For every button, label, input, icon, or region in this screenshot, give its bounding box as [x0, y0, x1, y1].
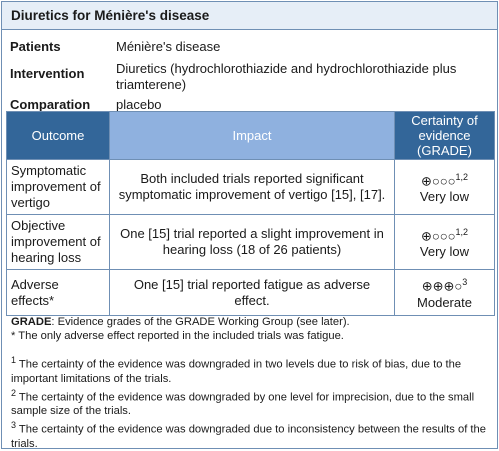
footnote-3 — [11, 418, 491, 451]
impact-cell: Both included trials reported significant symptomatic improvement of vertigo [15], [17]. — [110, 160, 395, 215]
outcomes-table-wrap — [6, 111, 495, 316]
outcome-cell: Adverse effects* — [7, 270, 110, 316]
table-row — [7, 160, 495, 215]
impact-cell: One [15] trial reported fatigue as adverse effect. — [110, 270, 395, 316]
grade-definition — [11, 315, 491, 329]
certainty-header — [395, 112, 495, 160]
certainty-cell — [395, 160, 495, 215]
table-row — [7, 215, 495, 270]
certainty-label: Very low — [419, 244, 470, 260]
footnote-3-text: The certainty of the evidence was downgraded due to inconsistency between the results of the trials. — [11, 424, 486, 451]
certainty-cell — [395, 215, 495, 270]
pico-summary — [2, 30, 497, 117]
certainty-header-line3: (GRADE) — [417, 143, 472, 158]
intervention-value: Diuretics (hydrochlorothiazide and hydrochlorothiazide plus triamterene) — [116, 61, 457, 92]
table-row — [7, 270, 495, 316]
certainty-header-line2: evidence — [418, 128, 471, 143]
comparison-label: Comparation — [10, 97, 91, 112]
comparison-value: placebo — [116, 97, 162, 112]
footnote-1 — [11, 353, 491, 386]
certainty-label: Moderate — [417, 294, 472, 310]
outcomes-table — [6, 111, 495, 316]
impact-header: Impact — [110, 112, 395, 160]
outcome-cell: Symptomatic improvement of vertigo — [7, 160, 110, 215]
intervention-label: Intervention — [10, 66, 85, 81]
box-title: Diuretics for Ménière's disease — [2, 2, 497, 30]
certainty-footnote-ref: 3 — [462, 277, 468, 288]
evidence-summary-box — [1, 1, 498, 449]
certainty-footnote-ref: 1,2 — [455, 226, 468, 237]
certainty-label: Very low — [419, 189, 470, 205]
patients-label: Patients — [10, 39, 61, 54]
grade-label: GRADE — [11, 316, 52, 328]
certainty-header-line1: Certainty of — [411, 113, 478, 128]
footnote-2 — [11, 386, 491, 419]
table-header-row — [7, 112, 495, 160]
footnotes — [11, 315, 491, 451]
grade-symbols-icon: ⊕⊕⊕○ — [421, 278, 463, 294]
patients-row — [10, 39, 489, 61]
outcome-cell: Objective improvement of hearing loss — [7, 215, 110, 270]
outcome-header: Outcome — [7, 112, 110, 160]
patients-value: Ménière's disease — [116, 39, 221, 54]
grade-symbols-icon: ⊕○○○ — [421, 228, 456, 244]
grade-symbols-icon: ⊕○○○ — [421, 173, 456, 189]
certainty-footnote-ref: 1,2 — [455, 171, 468, 182]
grade-text: : Evidence grades of the GRADE Working Group (see later). — [51, 316, 350, 328]
certainty-cell — [395, 270, 495, 316]
intervention-row — [10, 61, 489, 97]
footnote-1-number: 1 — [11, 355, 17, 365]
footnote-2-text: The certainty of the evidence was downgraded by one level for imprecision, due to the small sample size of the trials. — [11, 391, 475, 418]
footnote-1-text: The certainty of the evidence was downgraded in two levels due to risk of bias, due to the important limitations of the trials. — [11, 358, 462, 385]
asterisk-note: * The only adverse effect reported in the included trials was fatigue. — [11, 330, 344, 342]
footnote-3-number: 3 — [11, 420, 17, 431]
impact-cell: One [15] trial reported a slight improvement in hearing loss (18 of 26 patients) — [110, 215, 395, 270]
footnote-2-number: 2 — [11, 387, 17, 398]
grade-notes — [11, 315, 491, 343]
